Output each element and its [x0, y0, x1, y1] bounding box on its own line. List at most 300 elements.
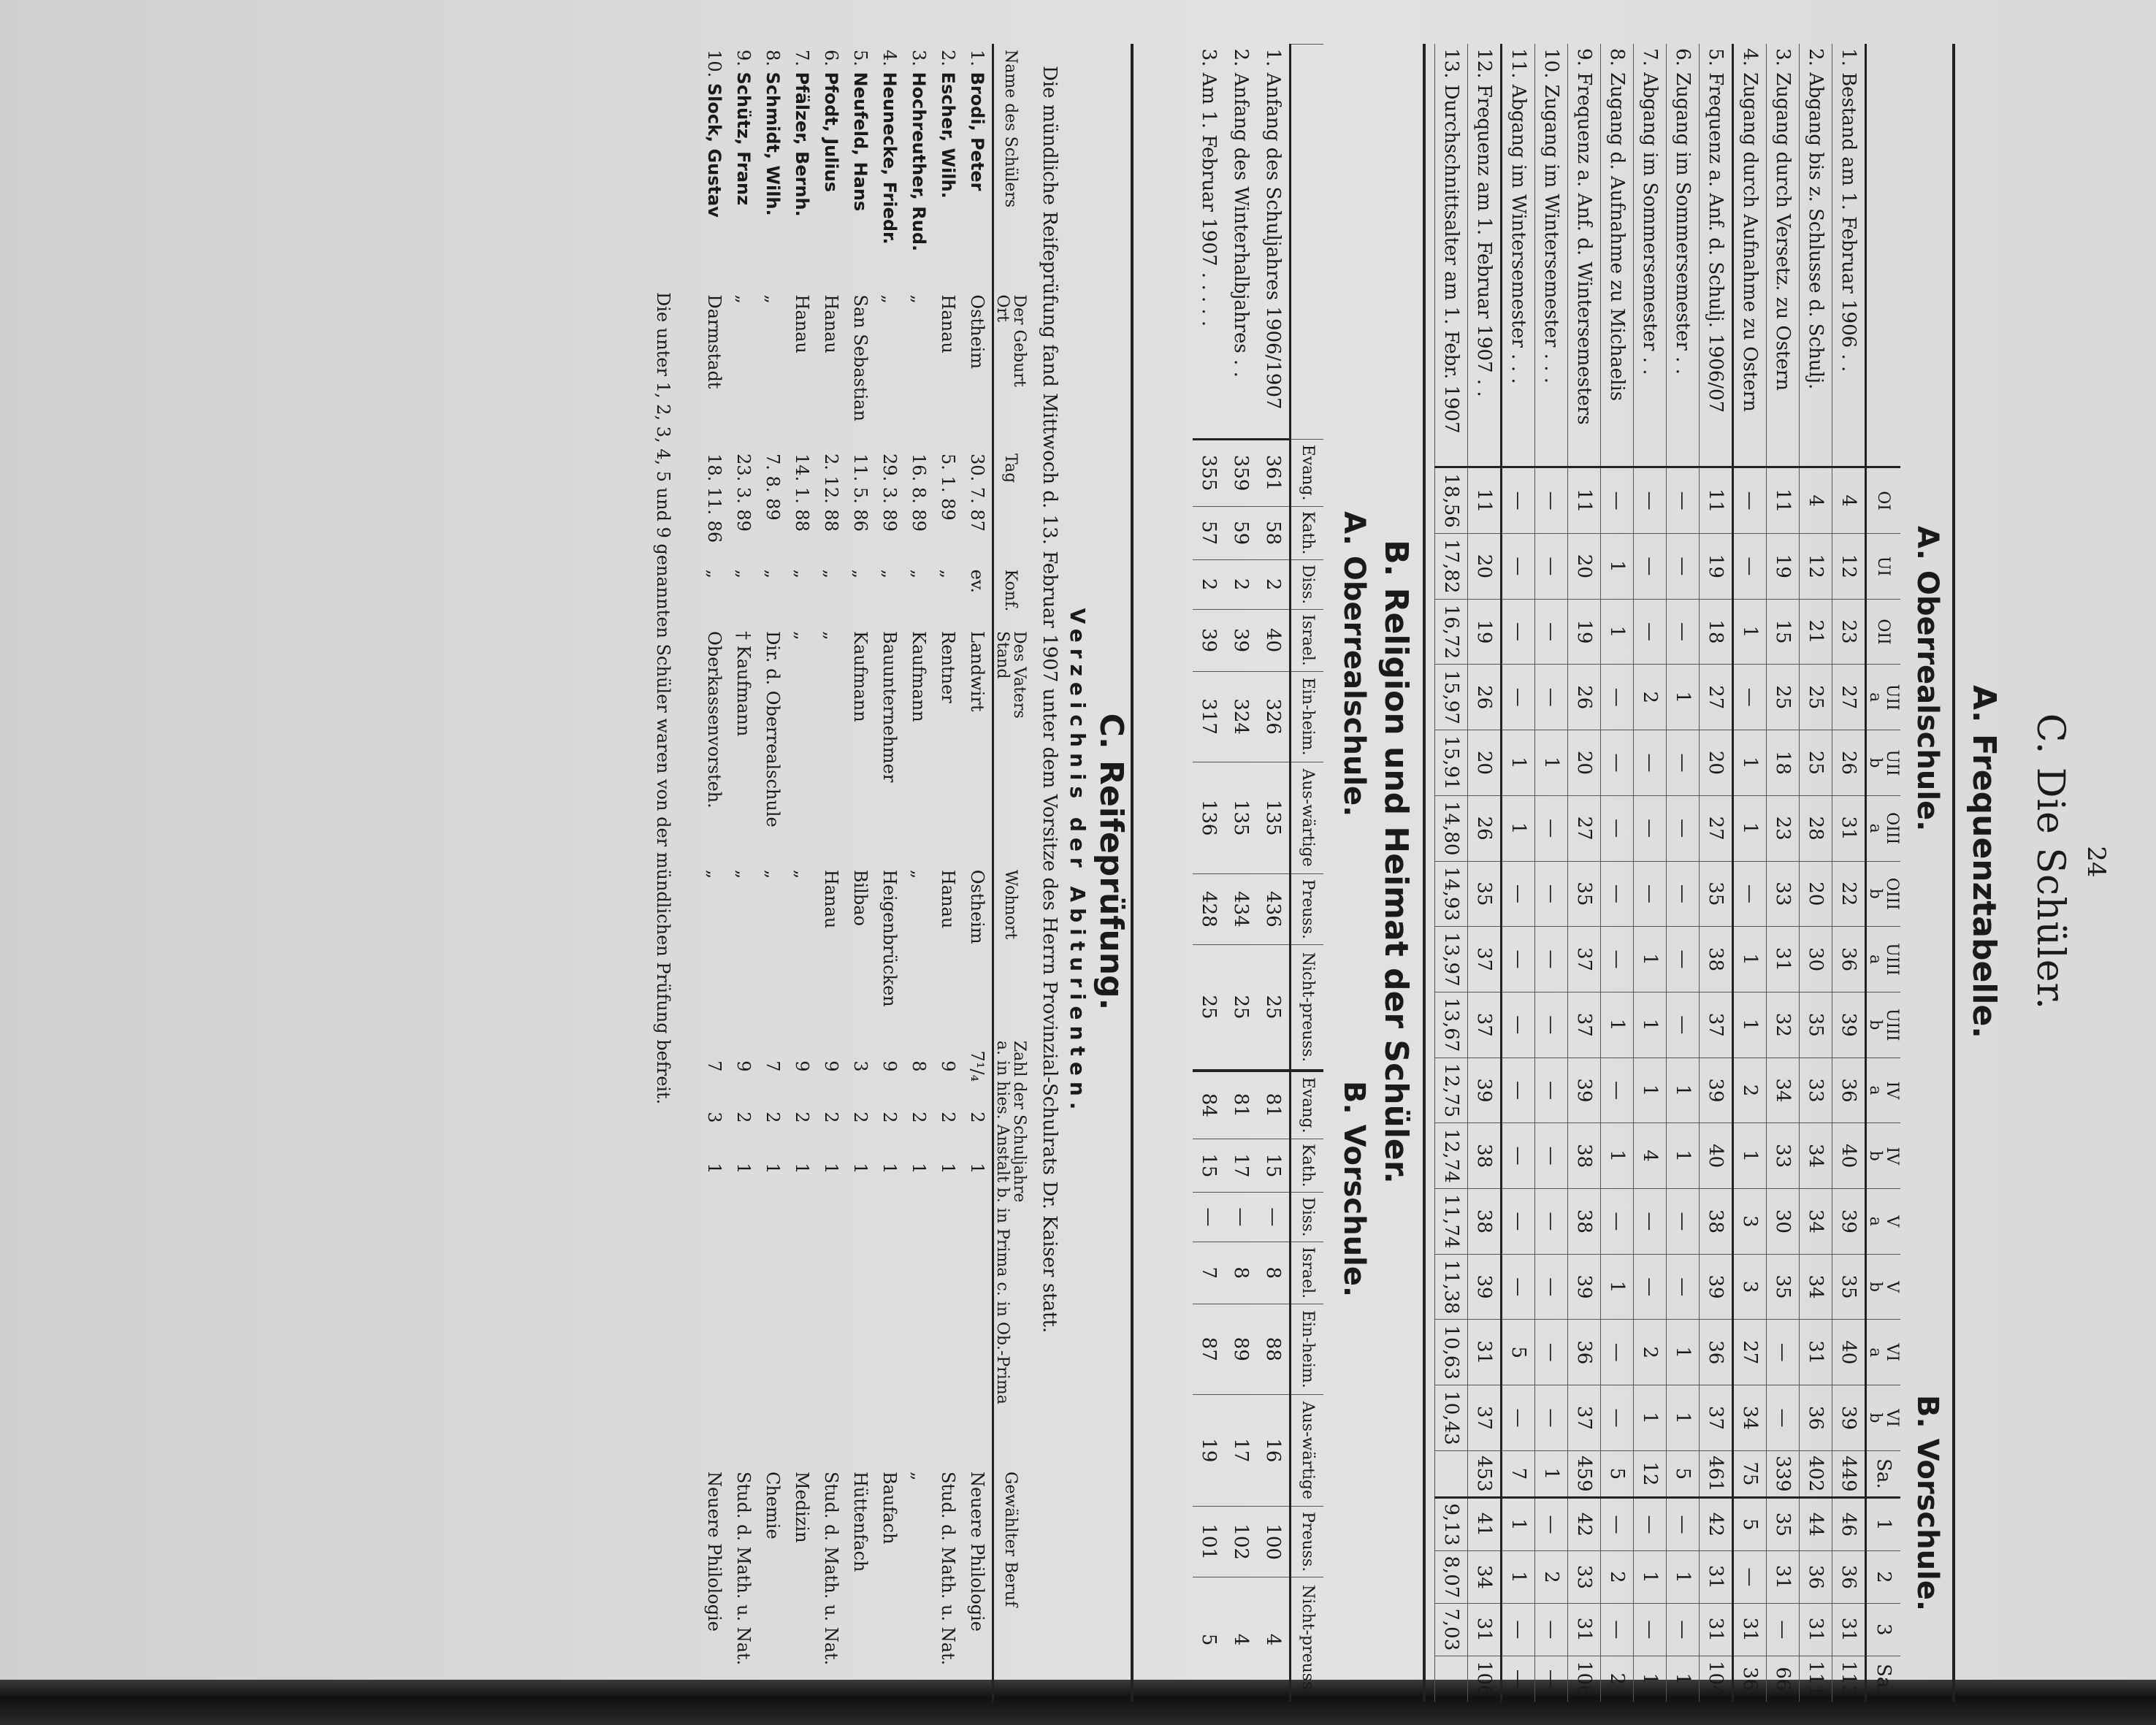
- student-name: Schütz, Franz: [733, 72, 754, 206]
- student-zahl-b: 2: [762, 1112, 783, 1123]
- cell: 37: [1467, 992, 1501, 1057]
- vor-cell: 33: [1567, 1550, 1600, 1603]
- vor-col-4: Ein-heim.: [1291, 1304, 1324, 1394]
- student-zahl-a: 9: [733, 1060, 754, 1072]
- student-name-cell: [904, 44, 933, 288]
- vor-cell: 81: [1225, 1071, 1257, 1139]
- class-header-0: [1865, 467, 1900, 534]
- student-konf: „: [849, 569, 871, 579]
- cell: 1: [1600, 599, 1633, 665]
- table-row: [1699, 44, 1732, 1702]
- cell: 39: [1832, 1189, 1865, 1255]
- cell: —: [1534, 927, 1567, 992]
- vor-cell: 89: [1225, 1304, 1257, 1394]
- vor-cell: 31: [1567, 1603, 1600, 1656]
- student-ort: San Sebastian: [849, 294, 871, 421]
- cell: 1: [1633, 992, 1666, 1057]
- ober-cell: 2: [1193, 559, 1225, 609]
- cell: 39: [1699, 1254, 1732, 1320]
- student-zahl-b: 2: [937, 1112, 958, 1123]
- cell: 39: [1467, 1254, 1501, 1320]
- cell: 75: [1732, 1450, 1766, 1497]
- student-row: [729, 44, 758, 1702]
- table-row: [1832, 44, 1865, 1702]
- vor-cell: 1: [1666, 1656, 1699, 1702]
- vor-cell: 111: [1799, 1656, 1832, 1702]
- ober-cell: 2: [1225, 559, 1257, 609]
- hdr-wohnort: Wohnort: [1001, 869, 1020, 940]
- student-row: [963, 44, 993, 1702]
- cell: 1: [1534, 1450, 1567, 1497]
- ober-cell: 359: [1225, 439, 1257, 506]
- student-konf: „: [937, 569, 958, 579]
- student-zahl-a: 9: [791, 1060, 812, 1072]
- class-sub-14: b: [1865, 1412, 1884, 1423]
- cell: —: [1633, 1189, 1666, 1255]
- cell: —: [1600, 861, 1633, 927]
- student-ort: Hanau: [791, 294, 812, 353]
- ober-cell: 355: [1193, 439, 1225, 506]
- vor-cell: 4: [1257, 1577, 1291, 1702]
- cell: —: [1666, 1189, 1699, 1255]
- ober-cell: 57: [1193, 506, 1225, 559]
- vor-cell: —: [1534, 1656, 1567, 1702]
- student-tag: 7. 8. 89: [762, 454, 783, 521]
- cell: 38: [1467, 1189, 1501, 1255]
- student-name-cell: [787, 44, 817, 288]
- cell: —: [1501, 1385, 1534, 1451]
- ober-cell: 324: [1225, 671, 1257, 762]
- cell: 35: [1467, 861, 1501, 927]
- cell: 27: [1832, 665, 1865, 730]
- vor-col-6: Preuss.: [1291, 1506, 1324, 1577]
- hdr-stand-label: Stand: [993, 631, 1012, 679]
- cell: 11: [1766, 467, 1799, 534]
- cell: 35: [1766, 1254, 1799, 1320]
- vor-cell: 15: [1193, 1139, 1225, 1192]
- student-name: Brodi, Peter: [966, 72, 987, 191]
- vor-class-header-1: 2: [1865, 1550, 1900, 1603]
- vor-cell: 8: [1225, 1242, 1257, 1304]
- student-nr: 9.: [733, 50, 754, 66]
- cell: 1: [1600, 1123, 1633, 1189]
- class-sub-11: a: [1865, 1216, 1884, 1226]
- ober-cell: 39: [1225, 609, 1257, 671]
- student-name: Heunecke, Friedr.: [879, 72, 900, 245]
- cell: —: [1766, 1320, 1799, 1385]
- ober-cell: 58: [1257, 506, 1291, 559]
- student-row: [933, 44, 963, 1702]
- student-row: [700, 44, 729, 1702]
- cell: —: [1501, 467, 1534, 534]
- student-nr: 8.: [762, 50, 783, 66]
- vor-cell: —: [1666, 1603, 1699, 1656]
- cell: 4: [1832, 467, 1865, 534]
- row-label: 8. Zugang d. Aufnahme zu Michaelis: [1600, 44, 1633, 467]
- vor-cell: 1: [1666, 1550, 1699, 1603]
- class-header-9: [1865, 1057, 1900, 1123]
- ober-cell: 436: [1257, 873, 1291, 944]
- cell: 1: [1666, 665, 1699, 730]
- cell: 2: [1633, 1320, 1666, 1385]
- student-wohnort: „: [908, 869, 929, 879]
- row-label: 1. Anfang des Schuljahres 1906/1907: [1257, 45, 1291, 440]
- ober-col-2: Diss.: [1291, 559, 1324, 609]
- vor-cell: 44: [1799, 1497, 1832, 1550]
- cell: 1: [1600, 992, 1633, 1057]
- cell: —: [1633, 730, 1666, 796]
- abiturienten-table: [700, 44, 1028, 1702]
- cell: 461: [1699, 1450, 1732, 1497]
- cell: —: [1501, 927, 1534, 992]
- cell: 35: [1699, 861, 1732, 927]
- student-name-cell: [846, 44, 875, 288]
- student-zahl-c: 1: [703, 1163, 725, 1174]
- row-label: 11. Abgang im Wintersemester . . .: [1501, 44, 1534, 467]
- vor-col-1: Kath.: [1291, 1139, 1324, 1192]
- cell: 31: [1467, 1320, 1501, 1385]
- cell: 13,97: [1434, 927, 1467, 992]
- class-sub-9: a: [1865, 1085, 1884, 1095]
- cell: 18: [1766, 730, 1799, 796]
- class-sub-13: a: [1865, 1347, 1884, 1358]
- class-header-8: [1865, 992, 1900, 1057]
- class-sub-10: b: [1865, 1150, 1884, 1161]
- cell: 20: [1467, 533, 1501, 599]
- cell: 20: [1467, 730, 1501, 796]
- student-beruf: „: [908, 1471, 929, 1481]
- hdr-c: c. in Ob.-Prima: [993, 1282, 1012, 1404]
- row-label: 13. Durchschnittsalter am 1. Febr. 1907: [1434, 44, 1467, 467]
- cell: 1: [1633, 927, 1666, 992]
- cell: 34: [1799, 1123, 1832, 1189]
- cell: 5: [1600, 1450, 1633, 1497]
- cell: 33: [1766, 861, 1799, 927]
- vor-cell: —: [1732, 1550, 1766, 1603]
- cell: 1: [1732, 1123, 1766, 1189]
- cell: —: [1501, 1254, 1534, 1320]
- cell: —: [1600, 927, 1633, 992]
- cell: —: [1534, 599, 1567, 665]
- cell: 27: [1699, 795, 1732, 861]
- vor-cell: 2: [1600, 1656, 1633, 1702]
- student-nr: 1.: [966, 50, 987, 66]
- vor-cell: 1: [1633, 1656, 1666, 1702]
- student-name-cell: [933, 44, 963, 288]
- row-label: 4. Zugang durch Aufnahme zu Ostern: [1732, 44, 1766, 467]
- student-ort: Hanau: [820, 294, 841, 353]
- cell: —: [1633, 795, 1666, 861]
- ober-col-4: Ein-heim.: [1291, 671, 1324, 762]
- student-stand: Kaufmann: [908, 631, 929, 722]
- cell: 35: [1567, 861, 1600, 927]
- cell: 25: [1799, 730, 1832, 796]
- student-tag: 23. 3. 89: [733, 454, 754, 532]
- class-label-8: UIII: [1883, 1008, 1901, 1041]
- vor-col-0: Evang.: [1291, 1071, 1324, 1139]
- cell: 34: [1766, 1057, 1799, 1123]
- class-header-5: [1865, 795, 1900, 861]
- student-konf: „: [762, 569, 783, 579]
- vor-cell: 36: [1832, 1550, 1865, 1603]
- vor-cell: 31: [1467, 1603, 1501, 1656]
- student-name: Escher, Wilh.: [937, 72, 958, 199]
- reife-intro: Die mündliche Reifeprüfung fand Mittwoch d. 13. Februar 1907 unter dem Vorsitze des Herrn Provinzial-Schulrats Dr. Kaiser statt.: [1039, 66, 1060, 1334]
- student-beruf: Stud. d. Math. u. Nat.: [937, 1471, 958, 1666]
- student-stand: „: [820, 631, 841, 640]
- ober-col-6: Preuss.: [1291, 873, 1324, 944]
- vor-cell: 31: [1799, 1603, 1832, 1656]
- student-stand: Bauunternehmer: [879, 631, 900, 783]
- cell: —: [1600, 730, 1633, 796]
- class-label-14: VI: [1883, 1409, 1901, 1427]
- table-row: [1467, 44, 1501, 1702]
- cell: —: [1666, 599, 1699, 665]
- hdr-name: Name des Schülers: [1001, 50, 1020, 208]
- cell: 14,80: [1434, 795, 1467, 861]
- cell: 19: [1567, 599, 1600, 665]
- cell: —: [1534, 1254, 1567, 1320]
- cell: 39: [1567, 1057, 1600, 1123]
- cell: —: [1501, 599, 1534, 665]
- cell: 31: [1832, 795, 1865, 861]
- class-label-11: V: [1883, 1215, 1901, 1228]
- cell: 449: [1832, 1450, 1865, 1497]
- ober-cell: 317: [1193, 671, 1225, 762]
- ober-col-0: Evang.: [1291, 439, 1324, 506]
- student-ort: Hanau: [937, 294, 958, 353]
- cell: 19: [1699, 533, 1732, 599]
- student-name-cell: [700, 44, 729, 288]
- cell: —: [1600, 467, 1633, 534]
- vor-cell: —: [1633, 1603, 1666, 1656]
- student-konf: ev.: [966, 569, 987, 594]
- cell: —: [1666, 861, 1699, 927]
- vor-cell: —: [1600, 1603, 1633, 1656]
- student-beruf: Stud. d. Math. u. Nat.: [820, 1471, 841, 1666]
- student-konf: „: [879, 569, 900, 579]
- hdr-vaters: Des Vaters: [1010, 631, 1028, 719]
- cell: —: [1534, 1189, 1567, 1255]
- student-beruf: Stud. d. Math. u. Nat.: [733, 1471, 754, 1666]
- cell: 37: [1467, 927, 1501, 992]
- cell: —: [1633, 599, 1666, 665]
- cell: 39: [1832, 992, 1865, 1057]
- vor-cell: —: [1766, 1603, 1799, 1656]
- hdr-geburt: Der Geburt: [1010, 294, 1028, 387]
- cell: —: [1666, 1254, 1699, 1320]
- cell: 20: [1567, 730, 1600, 796]
- ober-cell: 361: [1257, 439, 1291, 506]
- ober-cell: 136: [1193, 762, 1225, 873]
- religion-table: [1193, 44, 1323, 1702]
- student-zahl: [817, 1035, 846, 1466]
- ober-cell: 2: [1257, 559, 1291, 609]
- frequenz-vorschule-heading: B. Vorschule.: [1911, 1395, 1944, 1612]
- vor-cell: 5: [1732, 1497, 1766, 1550]
- row-label: 1. Bestand am 1. Februar 1906 . .: [1832, 44, 1865, 467]
- cell: 39: [1567, 1254, 1600, 1320]
- student-wohnort: Hanau: [937, 869, 958, 929]
- student-tag: 5. 1. 89: [937, 454, 958, 521]
- table-row: [1567, 44, 1600, 1702]
- student-zahl-c: 1: [791, 1163, 812, 1174]
- vor-cell: 101: [1193, 1506, 1225, 1577]
- student-row: [846, 44, 875, 1702]
- vor-cell: 113: [1832, 1656, 1865, 1702]
- vor-cell: 66: [1766, 1656, 1799, 1702]
- student-nr: 5.: [849, 50, 871, 66]
- vor-cell: 7: [1193, 1242, 1225, 1304]
- vor-cell: 104: [1699, 1656, 1732, 1702]
- vor-cell: 36: [1732, 1656, 1766, 1702]
- cell: 1: [1732, 730, 1766, 796]
- student-wohnort: Bilbao: [849, 869, 871, 926]
- student-stand: Landwirt: [966, 631, 987, 712]
- cell: 11: [1467, 467, 1501, 534]
- row-label: 2. Anfang des Winterhalbjahres . .: [1225, 45, 1257, 440]
- student-name: Hochreuther, Rud.: [908, 72, 929, 252]
- cell: —: [1633, 1254, 1666, 1320]
- vor-cell: 4: [1225, 1577, 1257, 1702]
- student-tag: 11. 5. 86: [849, 454, 871, 532]
- cell: 11: [1699, 467, 1732, 534]
- table-row: [1732, 44, 1766, 1702]
- student-zahl-c: 1: [937, 1163, 958, 1174]
- vor-cell: 5: [1193, 1577, 1225, 1702]
- cell: —: [1766, 1385, 1799, 1451]
- table-row: [1799, 44, 1832, 1702]
- ober-cell: 428: [1193, 873, 1225, 944]
- class-header-12: [1865, 1254, 1900, 1320]
- cell: 30: [1766, 1189, 1799, 1255]
- cell: —: [1633, 467, 1666, 534]
- ober-cell: 326: [1257, 671, 1291, 762]
- cell: 3: [1732, 1254, 1766, 1320]
- vor-cell: —: [1633, 1497, 1666, 1550]
- table-row: [1434, 44, 1467, 1702]
- cell: 19: [1467, 599, 1501, 665]
- cell: 5: [1666, 1450, 1699, 1497]
- table-row: [1600, 44, 1633, 1702]
- student-zahl: [963, 1035, 993, 1466]
- cell: 37: [1467, 1385, 1501, 1451]
- ober-cell: 40: [1257, 609, 1291, 671]
- cell: —: [1666, 795, 1699, 861]
- cell: 37: [1699, 1385, 1732, 1451]
- vor-cell: 42: [1567, 1497, 1600, 1550]
- hdr-ort-label: Ort: [993, 294, 1012, 322]
- cell: 402: [1799, 1450, 1832, 1497]
- cell: 19: [1766, 533, 1799, 599]
- student-zahl-b: 3: [703, 1112, 725, 1123]
- class-header-11: [1865, 1189, 1900, 1255]
- student-konf: „: [791, 569, 812, 579]
- vor-cell: 36: [1799, 1550, 1832, 1603]
- reife-subheading: Verzeichnis der Abiturienten.: [1066, 608, 1090, 1116]
- cell: 15,97: [1434, 665, 1467, 730]
- vor-cell: 1: [1501, 1497, 1534, 1550]
- ober-cell: 25: [1193, 945, 1225, 1071]
- student-stand: Rentner: [937, 631, 958, 703]
- hdr-ort: [993, 288, 1028, 448]
- cell: 35: [1799, 992, 1832, 1057]
- religion-oberreal-heading: A. Oberrealschule.: [1337, 511, 1371, 817]
- cell: 11,74: [1434, 1189, 1467, 1255]
- student-nr: 3.: [908, 50, 929, 66]
- cell: —: [1600, 1385, 1633, 1451]
- vor-cell: —: [1501, 1656, 1534, 1702]
- student-zahl-a: 3: [849, 1060, 871, 1072]
- frequenz-label-header: [1865, 44, 1900, 467]
- student-row: [787, 44, 817, 1702]
- student-zahl-a: 9: [820, 1060, 841, 1072]
- cell: —: [1666, 467, 1699, 534]
- cell: 453: [1467, 1450, 1501, 1497]
- cell: —: [1534, 467, 1567, 534]
- cell: 33: [1766, 1123, 1799, 1189]
- cell: 26: [1467, 795, 1501, 861]
- class-sub-4: b: [1865, 757, 1884, 768]
- vor-class-header-0: 1: [1865, 1497, 1900, 1550]
- class-header-3: [1865, 665, 1900, 730]
- student-tag: 16. 8. 89: [908, 454, 929, 532]
- student-wohnort: „: [762, 869, 783, 879]
- vor-cell: 31: [1699, 1550, 1732, 1603]
- class-label-9: IV: [1883, 1081, 1901, 1100]
- student-beruf: Baufach: [879, 1471, 900, 1545]
- cell: 20: [1699, 730, 1732, 796]
- student-wohnort: „: [791, 869, 812, 879]
- cell: —: [1501, 665, 1534, 730]
- vor-cell: —: [1666, 1497, 1699, 1550]
- student-zahl-b: 2: [849, 1112, 871, 1123]
- cell: 459: [1567, 1450, 1600, 1497]
- vor-cell: —: [1193, 1193, 1225, 1242]
- cell: 39: [1832, 1385, 1865, 1451]
- cell: 37: [1567, 927, 1600, 992]
- cell: —: [1600, 1057, 1633, 1123]
- student-wohnort: Heigenbrücken: [879, 869, 900, 1007]
- class-header-4: [1865, 730, 1900, 796]
- class-sub-12: b: [1865, 1282, 1884, 1293]
- cell: —: [1501, 861, 1534, 927]
- cell: 11: [1567, 467, 1600, 534]
- student-name: Pfälzer, Bernh.: [791, 72, 812, 217]
- table-row: [1666, 44, 1699, 1702]
- student-zahl: [700, 1035, 729, 1466]
- student-zahl-b: 2: [733, 1112, 754, 1123]
- section-rule-c: [1131, 44, 1134, 1702]
- ober-cell: 434: [1225, 873, 1257, 944]
- cell: 39: [1467, 1057, 1501, 1123]
- cell: —: [1534, 1057, 1567, 1123]
- cell: 2: [1732, 1057, 1766, 1123]
- reife-heading: C. Reifeprüfung.: [1093, 713, 1130, 1011]
- class-label-4: UII: [1883, 749, 1901, 776]
- ober-cell: 25: [1257, 945, 1291, 1071]
- student-name-cell: [758, 44, 787, 288]
- cell: —: [1666, 927, 1699, 992]
- cell: 34: [1799, 1189, 1832, 1255]
- student-row: [758, 44, 787, 1702]
- student-zahl: [904, 1035, 933, 1466]
- hdr-tag: Tag: [1001, 454, 1020, 483]
- student-nr: 7.: [791, 50, 812, 66]
- cell: 36: [1799, 1385, 1832, 1451]
- cell: 16,72: [1434, 599, 1467, 665]
- ober-col-5: Aus-wärtige: [1291, 762, 1324, 873]
